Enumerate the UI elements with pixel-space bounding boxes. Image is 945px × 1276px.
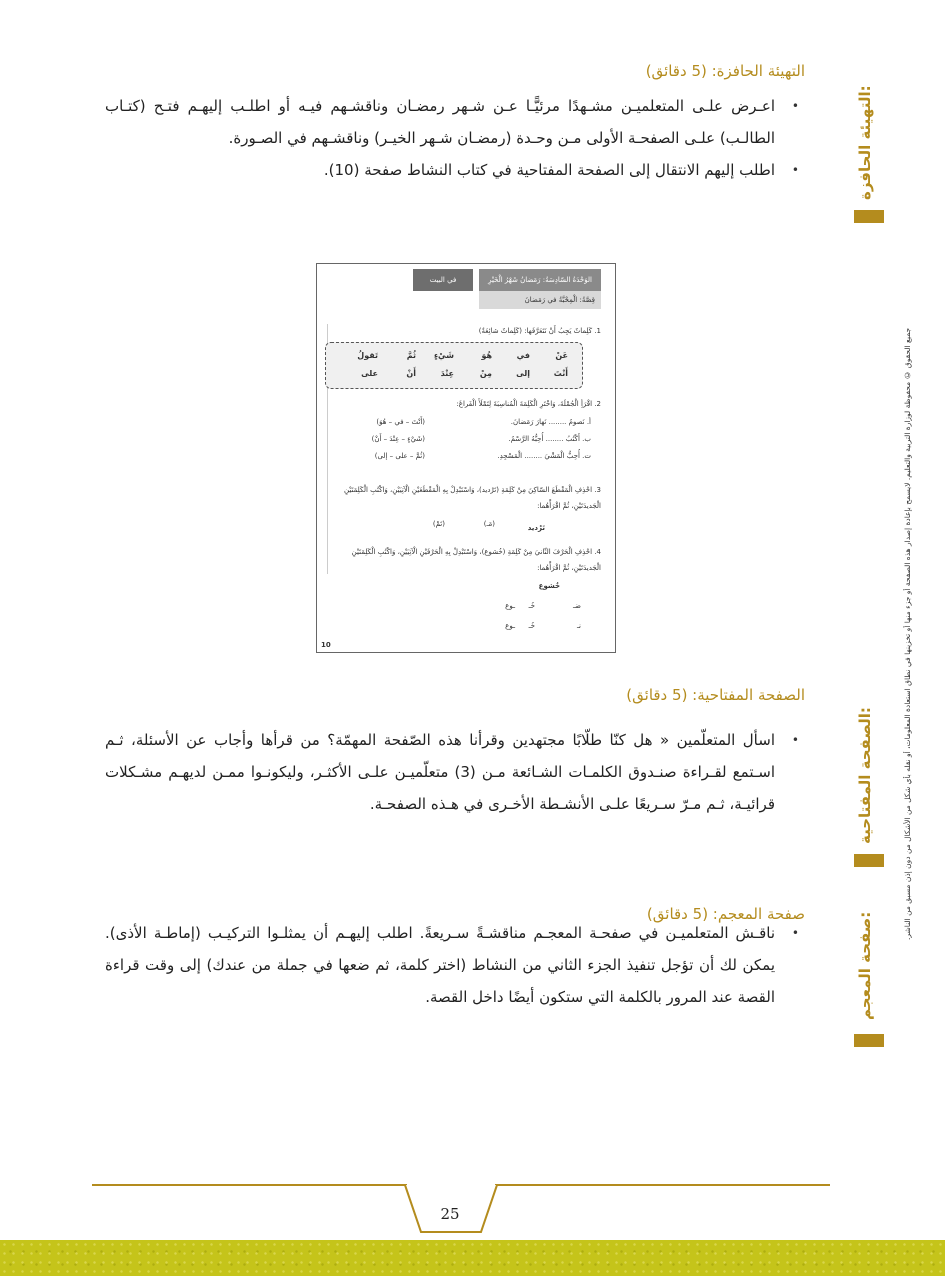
letter-option: نـ (577, 622, 581, 630)
fill-sentence: ت. أُحِبُّ الْمَشْيَ ........ الْمَسْجِدِ. (497, 452, 591, 460)
word-part: ـوع (505, 622, 515, 630)
side-label-warmup: التهيئة الحافزة: (856, 85, 874, 200)
word: مِنْ (479, 369, 492, 378)
side-marker (854, 854, 884, 867)
question-4-word: خُشوع (538, 582, 560, 590)
section-title-dictionary: صفحة المعجم: (5 دقائق) (646, 905, 805, 923)
story-title: قِصَّةُ: الْمِحْبَّةُ في رَمَضانَ (479, 291, 601, 309)
home-tag: في البيت (413, 269, 473, 291)
syllable-option: (تَمْ) (432, 520, 445, 528)
fill-sentence: أ. نَصومُ ........ نَهارَ رَمَضانَ. (510, 418, 591, 426)
word: ثُمَّ (406, 351, 416, 360)
copyright-notice: جميع الحقوق © محفوظة لوزارة التربية والتعليم. لايسمح بإعادة إصدار هذه الصفحة أو جزء منها أو تخزينها في نطاق استعادة المعلومات، أو نقله بأي شكل من الأشكال من دون إذن مسبق من الناشر. (903, 327, 912, 940)
footer-pattern-band (0, 1240, 945, 1276)
section-title-key-page: الصفحة المفتاحية: (5 دقائق) (626, 686, 805, 704)
word-part: ـوع (505, 602, 515, 610)
side-label-key-page: الصفحة المفتاحية: (856, 707, 874, 844)
word: أَنْتَ (553, 369, 568, 378)
page-number: 25 (440, 1205, 460, 1223)
side-marker (854, 210, 884, 223)
fill-sentence: ب. أَكْتُبُ ........ أُحِبُّهُ الرَّسْمُ. (508, 435, 591, 443)
word: إلى (516, 369, 530, 378)
common-words-box (325, 342, 583, 389)
question-1: 1. كَلِماتٌ يَجِبُ أَنْ نَتَعَرَّفَها: (كَلِماتٌ شائِعَةٌ) (478, 327, 601, 335)
list-item: • اعـرض علـى المتعلميـن مشـهدًا مرئيًّـا عـن شـهر رمضـان وناقشـهم فيـه أو اطلـب إليهـم فتـح (كتـاب الطالـب) علـى الصفحـة الأولى مـن وحـدة (رمضـان شـهر الخيـر) وناقشـهم في الصـورة. (105, 90, 805, 154)
word: تَقولُ (357, 351, 378, 360)
letter-option: ضـ (573, 602, 581, 610)
question-3: 3. احْذِفِ الْمَقْطَعَ السّاكِنَ مِنْ كَلِمَةِ (تَرْديد)، وَاسْتَبْدِلْ بِهِ الْمَقْطَعَيْنِ الْآتِيَيْنِ، وَاكْتُبِ الْكَلِمَتَيْنِ الْجَديدَتَيْنِ، ثُمَّ اقْرَأْهُما: (344, 486, 601, 510)
warmup-bullet-list (105, 90, 805, 186)
word: على (361, 369, 378, 378)
word: أَنْ (406, 369, 416, 378)
word: هُوَ (481, 351, 492, 360)
question-4: 4. احْذِفِ الْحَرْفَ الثّانيَ مِنْ كَلِمَةِ (خُشوع)، وَاسْتَبْدِلْ بِهِ الْحَرْفَيْنِ الْآتِيَيْنِ، وَاكْتُبِ الْكَلِمَتَيْنِ الْجَديدَتَيْنِ، ثُمَّ اقْرَأْهُما: (351, 548, 601, 572)
question-2: 2. اقْرَأِ الْجُمْلَةَ، وَاخْتَرِ الْكَلِمَةَ الْمُناسِبَةَ لِتَمْلَأَ الْفَراغَ: (456, 400, 601, 408)
dictionary-bullet-list (105, 917, 805, 1013)
list-item: • ناقـش المتعلميـن في صفحـة المعجـم مناقشـةً سـريعةً. اطلب إليهـم أن يمثلـوا التركيـب (إماطـة الأذى). يمكن لك أن تؤجل تنفيذ الجزء الثاني من النشاط (اختر كلمة، ثم ضعها في جملة من عندك) إلى وقت قراءة القصة عند المرور بالكلمة التي ستكون أيضًا داخل القصة. (105, 917, 805, 1013)
footer-rule (92, 1184, 407, 1186)
word: عِنْدَ (440, 369, 454, 378)
word: عَنْ (555, 351, 568, 360)
thumbnail-page-number: 10 (321, 641, 331, 649)
word-part: خُـ (528, 622, 535, 630)
word-options: (شَيْءٍ – عِنْدَ – أَنْ) (371, 435, 425, 443)
list-item: • اطلب إليهم الانتقال إلى الصفحة المفتاحية في كتاب النشاط صفحة (10). (105, 154, 805, 186)
unit-title: الوَحْدَةُ السّادِسَةُ: رَمَضانُ شَهْرُ الْخَيْرِ (479, 269, 601, 291)
list-item: • اسأل المتعلّمين « هل كنّا طلّابًا مجتهدين وقرأنا هذه الصّفحة المهمّة؟ من قرأها وأجاب عن الأسئلة، ثـم اسـتمع لقـراءة صنـدوق الكلمـات الشـائعة مـن (3) متعلّميـن علـى الأكثـر، وليكونـوا ممـن لديهـم مشـكلات قرائيـة، ثـم مـرّ سـريعًا علـى الأنشـطة الأخـرى في هـذه الصفحـة. (105, 724, 805, 820)
key-page-bullet-list (105, 724, 805, 820)
word-part: خُـ (528, 602, 535, 610)
side-marker (854, 1034, 884, 1047)
footer-rule (495, 1184, 830, 1186)
word: في (516, 351, 530, 360)
word: شَيْءٍ (433, 351, 454, 360)
side-label-dictionary: صفحة المعجم: (856, 911, 874, 1020)
question-3-word: تَرْديد (527, 524, 545, 532)
word-options: (أَنْتَ – في – هُوَ) (376, 418, 425, 426)
activity-book-page-thumbnail (316, 263, 616, 653)
syllable-option: (مَـ) (483, 520, 495, 528)
word-options: (ثُمَّ – على – إلى) (374, 452, 425, 460)
section-title-warmup: التهيئة الحافزة: (5 دقائق) (645, 62, 805, 80)
